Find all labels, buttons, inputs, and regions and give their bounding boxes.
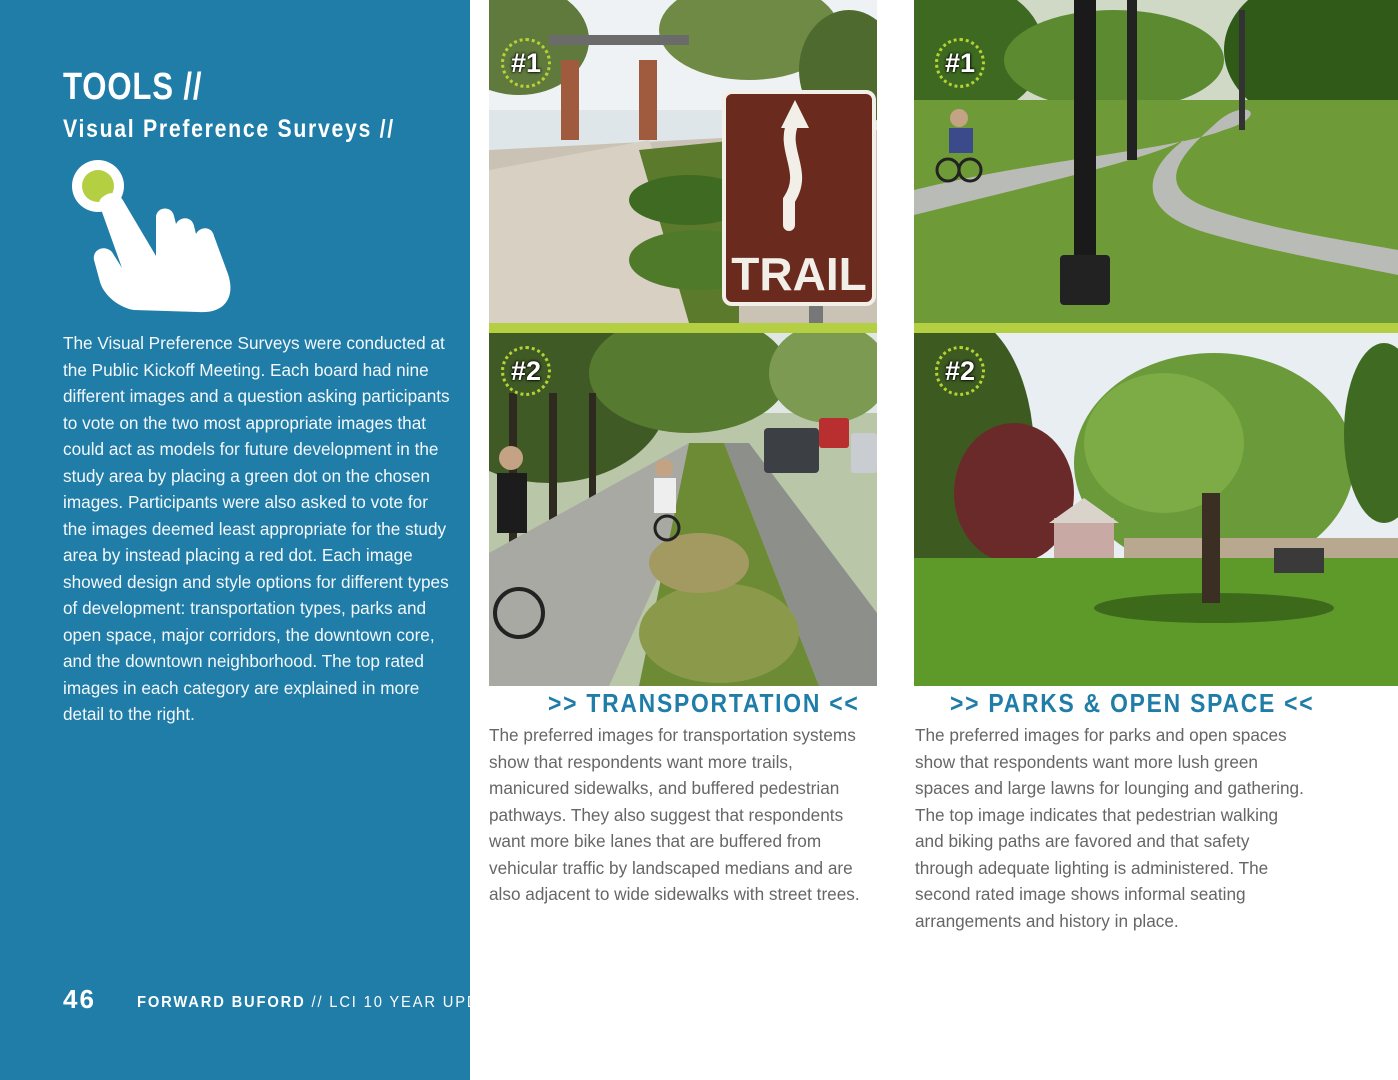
publication-name: FORWARD BUFORD — [137, 994, 306, 1011]
rank-badge: #2 — [935, 346, 985, 396]
transportation-body-text: The preferred images for transportation systems show that respondents want more trails, manicured sidewalks, and buffered pedestrian pathways. They also suggest that respondents want more bike lanes that are buffered from vehicular traffic by landscaped medians and are also adjacent to wide sidewalks with street trees. — [489, 725, 860, 904]
page-number: 46 — [63, 984, 96, 1014]
trail-sign-text: TRAIL — [731, 248, 867, 300]
publication-subtitle: // LCI 10 YEAR UPDATE — [305, 994, 513, 1011]
page-subtitle: Visual Preference Surveys // — [63, 115, 395, 143]
transportation-heading: >> TRANSPORTATION << — [548, 688, 860, 718]
photo-divider — [914, 323, 1398, 333]
rank-badge: #1 — [935, 38, 985, 88]
pointing-hand-icon — [64, 156, 244, 316]
parks-photo-2 — [914, 333, 1398, 686]
parks-photo-1 — [914, 0, 1398, 323]
parks-body-text: The preferred images for parks and open spaces show that respondents want more lush green spaces and large lawns for lounging and gathering. The top image indicates that pedestrian walking and biking paths are favored and that safety through adequate lighting is administered. The second rated image shows informal seating arrangements and history in place. — [915, 725, 1304, 931]
page-title: TOOLS // — [63, 66, 203, 108]
transportation-photo-1 — [489, 0, 877, 323]
transportation-photo-2 — [489, 333, 877, 686]
rank-badge: #2 — [501, 346, 551, 396]
sidebar-panel — [0, 0, 513, 1080]
rank-badge: #1 — [501, 38, 551, 88]
publication-footer — [137, 994, 512, 1012]
sidebar-body-text: The Visual Preference Surveys were conducted at the Public Kickoff Meeting. Each board had nine different images and a question asking participants to vote on the two most appropriate images that could act as models for future development in the study area by placing a green dot on the chosen images. Participants were also asked to vote for the images deemed least appropriate for the study area by instead placing a red dot. Each image showed design and style options for different types of development: transportation types, parks and open space, major corridors, the downtown core, and the downtown neighborhood. The top rated images in each category are explained in more detail to the right. — [63, 333, 450, 724]
photo-divider — [489, 323, 877, 333]
parks-heading: >> PARKS & OPEN SPACE << — [950, 688, 1315, 718]
